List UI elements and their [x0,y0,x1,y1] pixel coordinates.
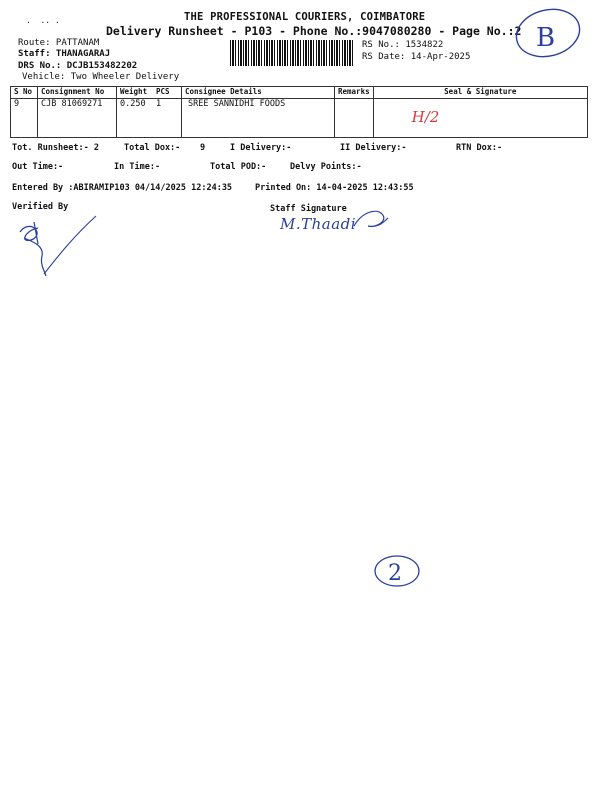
cell-remarks [335,99,374,138]
circled-number-text: 2 [388,561,402,586]
col-sno: S No [11,87,38,99]
col-pcs: PCS [153,87,182,99]
out-time: Out Time:- [12,162,64,172]
route-label: Route: PATTANAM [18,38,100,48]
entered-by: Entered By :ABIRAMIP103 04/14/2025 12:24:35 [12,183,233,193]
delvy-points: Delvy Points:- [290,162,362,172]
cell-weight: 0.250 [117,99,154,138]
total-dox-value: 9 [200,143,206,153]
staff-signature-flourish [352,206,392,234]
circled-letter-annotation [512,2,588,62]
cell-consignee: SREE SANNIDHI FOODS [182,99,335,138]
circled-letter-text: B [536,23,556,53]
seal-handwritten-mark: H/2 [411,108,440,126]
col-weight: Weight [117,87,154,99]
staff-signature-handwriting: M.Thaadi [280,215,357,233]
tot-runsheet: Tot. Runsheet:- 2 [12,143,99,153]
col-consignment-no: Consignment No [38,87,117,99]
in-time: In Time:- [114,162,161,172]
col-consignee-details: Consignee Details [182,87,335,99]
rtn-dox: RTN Dox:- [456,143,503,153]
cell-pcs: 1 [153,99,182,138]
verified-by-signature [14,212,104,282]
cell-consignment-no: CJB 81069271 [38,99,117,138]
runsheet-table [10,86,588,138]
circled-number-annotation [372,552,422,590]
verified-by-label: Verified By [12,202,69,212]
barcode-image [230,40,354,66]
total-dox-label: Total Dox:- [124,143,181,153]
corner-marks: · ·· · [26,18,60,27]
company-title: THE PROFESSIONAL COURIERS, COIMBATORE [184,11,426,23]
rs-no-label: RS No.: 1534822 [362,40,444,50]
i-delivery: I Delivery:- [230,143,292,153]
cell-sno: 9 [11,99,38,138]
rs-date-label: RS Date: 14-Apr-2025 [362,52,471,62]
table-header-row [11,87,588,99]
vehicle-label: Vehicle: Two Wheeler Delivery [22,72,180,82]
drs-no-label: DRS No.: DCJB153482202 [18,61,138,71]
cell-seal-signature [373,99,587,138]
table-row [11,99,588,138]
runsheet-title: Delivery Runsheet - P103 - Phone No.:9047080280 - Page No.:2 [106,24,522,38]
col-seal-signature: Seal & Signature [373,87,587,99]
col-remarks: Remarks [335,87,374,99]
total-pod: Total POD:- [210,162,267,172]
staff-label: Staff: THANAGARAJ [18,49,111,59]
printed-on: Printed On: 14-04-2025 12:43:55 [255,183,414,193]
ii-delivery: II Delivery:- [340,143,407,153]
staff-signature-label: Staff Signature [270,204,347,214]
